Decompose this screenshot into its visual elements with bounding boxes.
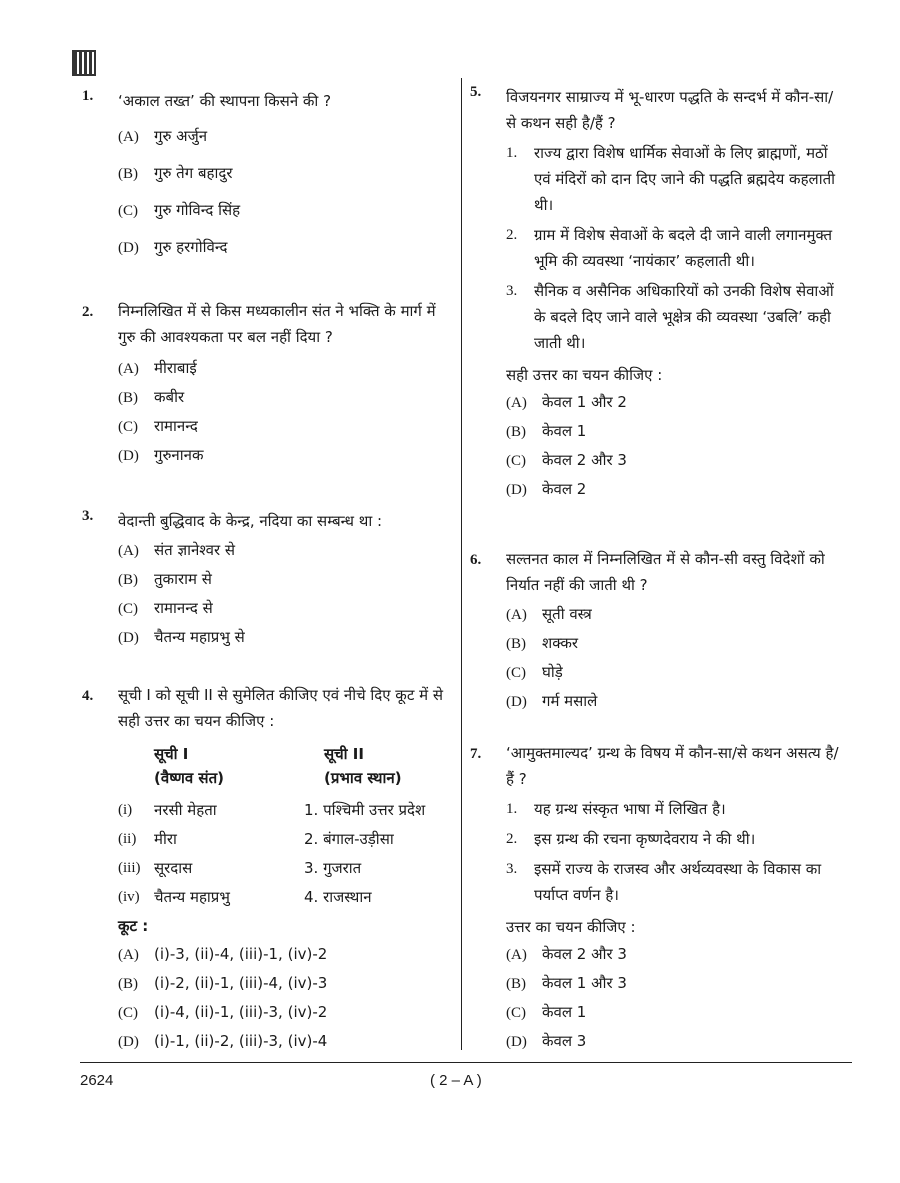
- question-6: [470, 546, 842, 716]
- match-table: [118, 742, 454, 912]
- list2-heading: सूची II: [324, 745, 364, 763]
- match-row: (iii) सूरदास 3. गुजरात: [118, 859, 362, 877]
- statement: 3. सैनिक व असैनिक अधिकारियों को उनकी विशेष सेवाओं के बदले दिए जाने वाले भूक्षेत्र की व्यवस्था ‘उबलि’ कही जाती थी।: [506, 282, 834, 352]
- statement: 2. ग्राम में विशेष सेवाओं के बदले दी जाने वाली लगानमुक्त भूमि की व्यवस्था ‘नायंकार’ कहलाती थी।: [506, 226, 833, 270]
- option-b[interactable]: (B) शक्कर: [506, 634, 579, 652]
- option-a[interactable]: (A) केवल 2 और 3: [506, 945, 627, 963]
- question-text: निम्नलिखित में से किस मध्यकालीन संत ने भक्ति के मार्ग में गुरु की आवश्यकता पर बल नहीं दिया ?: [118, 302, 436, 346]
- option-c[interactable]: (C) (i)-4, (ii)-1, (iii)-3, (iv)-2: [118, 1003, 328, 1021]
- option-a[interactable]: (A) केवल 1 और 2: [506, 393, 627, 411]
- question-text: विजयनगर साम्राज्य में भू-धारण पद्धति के सन्दर्भ में कौन-सा/से कथन सही है/हैं ?: [506, 88, 834, 132]
- question-text: सल्तनत काल में निम्नलिखित में से कौन-सी वस्तु विदेशों को निर्यात नहीं की जाती थी ?: [506, 550, 825, 594]
- statement: 1. राज्य द्वारा विशेष धार्मिक सेवाओं के लिए ब्राह्मणों, मठों एवं मंदिरों को दान दिए जाने की पद्धति ब्रह्मदेय कहलाती थी।: [506, 144, 836, 214]
- question-text: सूची I को सूची II से सुमेलित कीजिए एवं नीचे दिए कूट में से सही उत्तर का चयन कीजिए :: [118, 686, 444, 730]
- match-row: (ii) मीरा 2. बंगाल-उड़ीसा: [118, 830, 394, 848]
- option-b[interactable]: (B) तुकाराम से: [118, 570, 212, 588]
- qr-code-icon: [72, 50, 96, 76]
- option-d[interactable]: (D) गुरुनानक: [118, 446, 204, 464]
- question-number: 2.: [82, 304, 94, 320]
- statement: 2. इस ग्रन्थ की रचना कृष्णदेवराय ने की थी।: [506, 830, 756, 848]
- option-a[interactable]: (A) सूती वस्त्र: [506, 605, 592, 623]
- answer-prompt: उत्तर का चयन कीजिए :: [506, 918, 636, 936]
- question-number: 3.: [82, 508, 94, 524]
- question-4: [82, 682, 454, 1056]
- option-a[interactable]: (A) (i)-3, (ii)-4, (iii)-1, (iv)-2: [118, 945, 328, 963]
- question-number: 5.: [470, 84, 482, 100]
- option-b[interactable]: (B) केवल 1: [506, 422, 587, 440]
- option-b[interactable]: (B) केवल 1 और 3: [506, 974, 627, 992]
- question-2: [82, 298, 454, 470]
- question-number: 4.: [82, 688, 94, 704]
- option-b[interactable]: (B) गुरु तेग बहादुर: [118, 164, 233, 182]
- footer-rule: [80, 1062, 852, 1063]
- option-d[interactable]: (D) चैतन्य महाप्रभु से: [118, 628, 245, 646]
- option-c[interactable]: (C) केवल 1: [506, 1003, 587, 1021]
- option-a[interactable]: (A) गुरु अर्जुन: [118, 127, 208, 145]
- list1-heading: सूची I: [154, 745, 189, 763]
- option-d[interactable]: (D) गुरु हरगोविन्द: [118, 238, 228, 256]
- page-number: ( 2 – A ): [430, 1072, 482, 1089]
- option-d[interactable]: (D) गर्म मसाले: [506, 692, 598, 710]
- option-b[interactable]: (B) (i)-2, (ii)-1, (iii)-4, (iv)-3: [118, 974, 328, 992]
- option-d[interactable]: (D) (i)-1, (ii)-2, (iii)-3, (iv)-4: [118, 1032, 328, 1050]
- match-row: (i) नरसी मेहता 1. पश्चिमी उत्तर प्रदेश: [118, 801, 426, 819]
- answer-prompt: सही उत्तर का चयन कीजिए :: [506, 366, 663, 384]
- option-a[interactable]: (A) संत ज्ञानेश्वर से: [118, 541, 236, 559]
- column-divider: [461, 78, 462, 1050]
- option-c[interactable]: (C) केवल 2 और 3: [506, 451, 627, 469]
- option-a[interactable]: (A) मीराबाई: [118, 359, 197, 377]
- question-7: [470, 740, 842, 1056]
- question-number: 7.: [470, 746, 482, 762]
- statement: 3. इसमें राज्य के राजस्व और अर्थव्यवस्था के विकास का पर्याप्त वर्णन है।: [506, 860, 822, 904]
- question-3: [82, 508, 454, 652]
- option-d[interactable]: (D) केवल 2: [506, 480, 587, 498]
- question-text: वेदान्ती बुद्धिवाद के केन्द्र, नदिया का सम्बन्ध था :: [118, 512, 383, 530]
- option-c[interactable]: (C) रामानन्द से: [118, 599, 213, 617]
- option-c[interactable]: (C) घोड़े: [506, 663, 563, 681]
- statement: 1. यह ग्रन्थ संस्कृत भाषा में लिखित है।: [506, 800, 726, 818]
- question-text: ‘आमुक्तमाल्यद’ ग्रन्थ के विषय में कौन-सा/से कथन असत्य है/हैं ?: [506, 744, 839, 788]
- option-d[interactable]: (D) केवल 3: [506, 1032, 587, 1050]
- question-number: 6.: [470, 552, 482, 568]
- option-b[interactable]: (B) कबीर: [118, 388, 185, 406]
- question-5: [470, 84, 842, 504]
- match-row: (iv) चैतन्य महाप्रभु 4. राजस्थान: [118, 888, 372, 906]
- question-number: 1.: [82, 88, 94, 104]
- koot-label: कूट :: [118, 917, 149, 935]
- question-1: [82, 88, 454, 266]
- list2-subheading: (प्रभाव स्थान): [324, 769, 402, 787]
- question-text: ‘अकाल तख्त’ की स्थापना किसने की ?: [118, 92, 332, 110]
- option-c[interactable]: (C) रामानन्द: [118, 417, 198, 435]
- booklet-code: 2624: [80, 1072, 114, 1089]
- option-c[interactable]: (C) गुरु गोविन्द सिंह: [118, 201, 241, 219]
- list1-subheading: (वैष्णव संत): [154, 769, 224, 787]
